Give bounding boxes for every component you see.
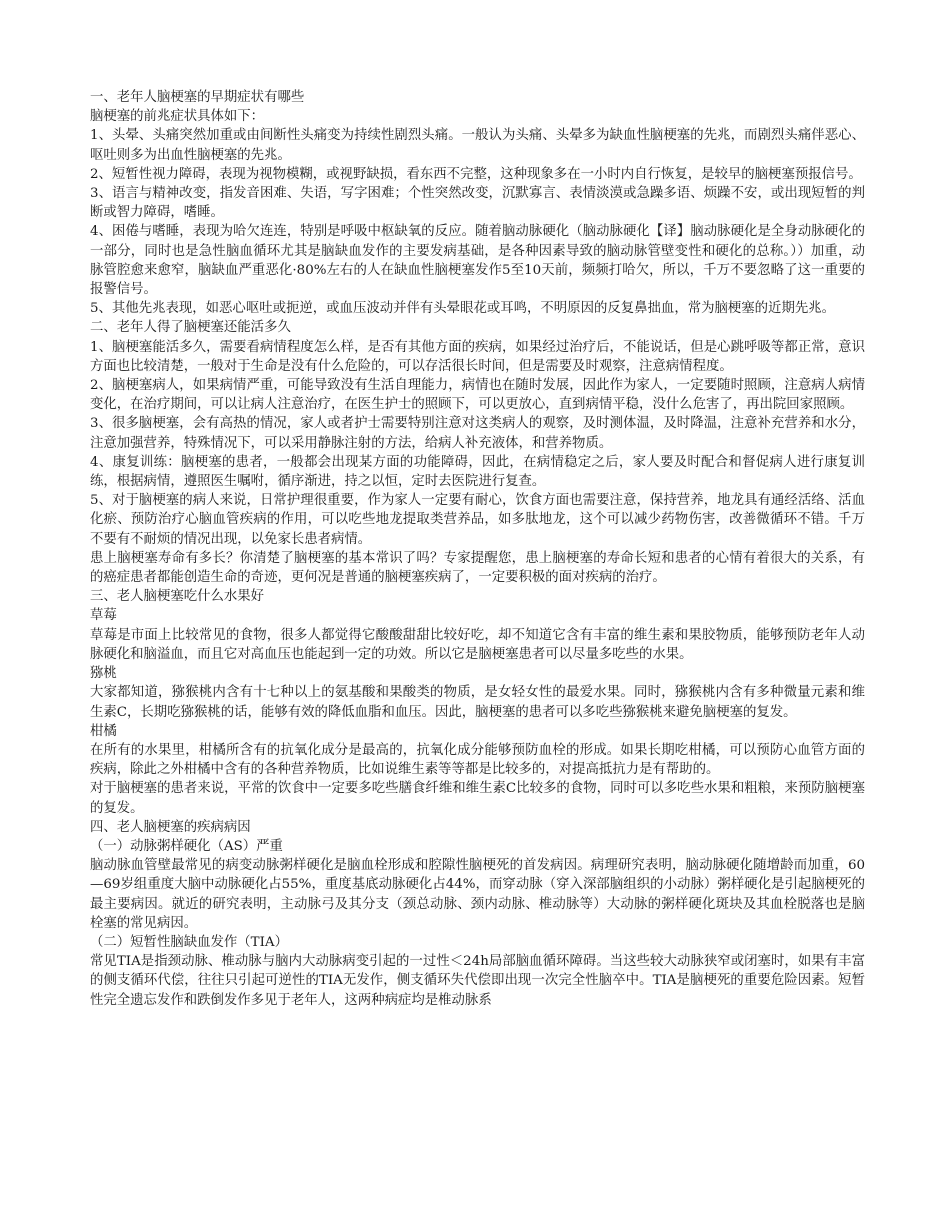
section-heading: 四、老人脑梗塞的疾病病因 [90,819,251,835]
section-heading: 一、老年人脑梗塞的早期症状有哪些 [90,90,305,105]
paragraph: 4、困倦与嗜睡，表现为哈欠连连，特别是呼吸中枢缺氧的反应。随着脑动脉硬化（脑动脉硬化【译】脑动脉硬化是全身动脉硬化的一部分，同时也是急性脑血循环尤其是脑缺血发作的主要发病基础，是各种因素导致的脑动脉管壁变性和硬化的总称。））加重，动脉管腔愈来愈窄，脑缺血严重恶化·80%左右的人在缺血性脑梗塞发作5至10天前，频频打哈欠，所以，千万不要忽略了这一重要的报警信号。 [90,224,865,298]
document-body [90,88,865,1010]
paragraph: 5、对于脑梗塞的病人来说，日常护理很重要，作为家人一定要有耐心，饮食方面也需要注意，保持营养，地龙具有通经活络、活血化瘀、预防治疗心脑血管疾病的作用，可以吃些地龙提取类营养品，如多肽地龙，这个可以减少药物伤害，改善微循环不错。千万不要有不耐烦的情况出现，以免家长患者病情。 [90,493,865,547]
paragraph: 3、很多脑梗塞，会有高热的情况，家人或者护士需要特别注意对这类病人的观察，及时测体温，及时降温，注意补充营养和水分，注意加强营养，特殊情况下，可以采用静脉注射的方法，给病人补充液体，和营养物质。 [90,416,865,451]
section-heading: 三、老人脑梗塞吃什么水果好 [90,589,265,605]
paragraph: 4、康复训练：脑梗塞的患者，一般都会出现某方面的功能障碍，因此，在病情稳定之后，家人要及时配合和督促病人进行康复训练，根据病情，遵照医生嘱咐，循序渐进，持之以恒，定时去医院进行复查。 [90,454,865,490]
subheading: （二）短暂性脑缺血发作（TIA） [90,934,288,950]
paragraph: 3、语言与精神改变，指发音困难、失语，写字困难；个性突然改变，沉默寡言、表情淡漠或急躁多语、烦躁不安，或出现短暂的判断或智力障碍，嗜睡。 [90,186,865,221]
subheading: 猕桃 [90,666,117,682]
paragraph: 在所有的水果里，柑橘所含有的抗氧化成分是最高的，抗氧化成分能够预防血栓的形成。如果长期吃柑橘，可以预防心血管方面的疾病，除此之外柑橘中含有的各种营养物质，比如说维生素等等都是比较多的，对提高抵抗力是有帮助的。 [90,742,865,778]
paragraph: 2、脑梗塞病人，如果病情严重，可能导致没有生活自理能力，病情也在随时发展，因此作为家人，一定要随时照顾，注意病人病情变化，在治疗期间，可以让病人注意治疗，在医生护士的照顾下，可以更放心，直到病情平稳，没什么危害了，再出院回家照顾。 [90,378,865,413]
paragraph: 5、其他先兆表现，如恶心呕吐或扼逆，或血压波动并伴有头晕眼花或耳鸣，不明原因的反复鼻拙血，常为脑梗塞的近期先兆。 [90,301,835,317]
paragraph: 脑动脉血管壁最常见的病变动脉粥样硬化是脑血栓形成和腔隙性脑梗死的首发病因。病理研究表明，脑动脉硬化随增龄而加重，60—69岁组重度大脑中动脉硬化占55%，重度基底动脉硬化占44%，而穿动脉（穿入深部脑组织的小动脉）粥样硬化是引起脑梗死的最主要病因。就近的研究表明，主动脉弓及其分支（颈总动脉、颈内动脉、椎动脉等）大动脉的粥样硬化斑块及其血栓脱落也是脑栓塞的常见病因。 [90,858,865,931]
paragraph: 患上脑梗塞寿命有多长？你清楚了脑梗塞的基本常识了吗？专家提醒您，患上脑梗塞的寿命长短和患者的心情有着很大的关系，有的癌症患者都能创造生命的奇迹，更何况是普通的脑梗塞疾病了，一定要积极的面对疾病的治疗。 [90,550,865,586]
subheading: 柑橘 [90,723,117,739]
subheading: 草莓 [90,608,117,624]
paragraph: 对于脑梗塞的患者来说，平常的饮食中一定要多吃些膳食纤维和维生素C比较多的食物，同时可以多吃些水果和粗粮，来预防脑梗塞的复发。 [90,781,865,816]
paragraph: 大家都知道，猕猴桃内含有十七种以上的氨基酸和果酸类的物质，是女轻女性的最爱水果。同时，猕猴桃内含有多种微量元素和维生素C，长期吃猕猴桃的话，能够有效的降低血脂和血压。因此，脑梗塞的患者可以多吃些猕猴桃来避免脑梗塞的复发。 [90,685,865,720]
section-heading: 二、老年人得了脑梗塞还能活多久 [90,320,291,336]
paragraph: 脑梗塞的前兆症状具体如下： [90,109,265,125]
subheading: （一）动脉粥样硬化（AS）严重 [90,838,283,854]
paragraph: 2、短暂性视力障碍，表现为视物模糊，或视野缺损，看东西不完整，这种现象多在一小时内自行恢复，是较早的脑梗塞预报信号。 [90,166,862,182]
paragraph: 1、脑梗塞能活多久，需要看病情程度怎么样，是否有其他方面的疾病，如果经过治疗后，不能说话，但是心跳呼吸等都正常，意识方面也比较清楚，一般对于生命是没有什么危险的，可以存活很长时间，但是需要及时观察，注意病情程度。 [90,339,865,374]
paragraph: 1、头晕、头痛突然加重或由间断性头痛变为持续性剧烈头痛。一般认为头痛、头晕多为缺血性脑梗塞的先兆，而剧烈头痛伴恶心、呕吐则多为出血性脑梗塞的先兆。 [90,128,865,163]
paragraph: 常见TIA是指颈动脉、椎动脉与脑内大动脉病变引起的一过性＜24h局部脑血循环障碍。当这些较大动脉狭窄或闭塞时，如果有丰富的侧支循环代偿，往往只引起可逆性的TIA无发作，侧支循环失代偿即出现一次完全性脑卒中。TIA是脑梗死的重要危险因素。短暂性完全遗忘发作和跌倒发作多见于老年人，这两种病症均是椎动脉系 [90,954,865,1008]
paragraph: 草莓是市面上比较常见的食物，很多人都觉得它酸酸甜甜比较好吃，却不知道它含有丰富的维生素和果胶物质，能够预防老年人动脉硬化和脑溢血，而且它对高血压也能起到一定的功效。所以它是脑梗塞患者可以尽量多吃些的水果。 [90,627,865,662]
